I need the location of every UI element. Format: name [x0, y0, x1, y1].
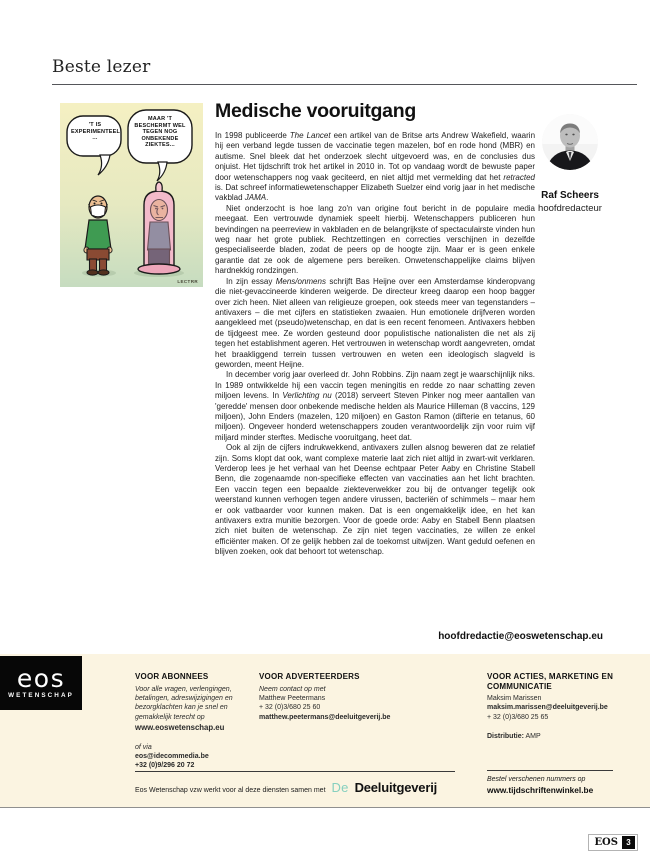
article-paragraph: In 1998 publiceerde The Lancet een artikel van de Britse arts Andrew Wakefield, waarin hij een verband legde tussen de vaccinatie tegen mazelen, bof en rode hond (MBR) en autisme. Snel bleek dat het onderzoek slecht uitgevoerd was, en de conclusies dus onjuist. Het tijdschrift trok het artikel in 2010 in. Tot op vandaag wordt de bewuste paper door wetenschappers nog vaak geciteerd, en niet altijd met vermelding dat het retracted is. Dat schreef informatiewetenschapper Elizabeth Suelzer eind vorig jaar in het medische vakblad JAMA.: [215, 131, 536, 203]
subscribers-intro: Voor alle vragen, verlengingen, betalingen, adreswijzigingen en bezorgklachten kan je snel en gemakkelijk terecht op: [135, 685, 233, 721]
subscribers-heading: VOOR ABONNEES: [135, 672, 209, 681]
subscribers-phone[interactable]: +32 (0)9/296 20 72: [135, 762, 195, 770]
footer-divider-left: [135, 771, 455, 772]
advertisers-heading: VOOR ADVERTEERDERS: [259, 672, 360, 681]
partner-line: [135, 780, 437, 795]
page-number-badge: [588, 834, 638, 851]
order-back-issues: [487, 775, 593, 795]
order-text: Bestel verschenen nummers op: [487, 776, 586, 783]
editor-role: hoofdredacteur: [538, 203, 602, 214]
footer-column-advertisers: [259, 672, 434, 722]
distribution-value: AMP: [525, 733, 541, 741]
subscribers-url-link[interactable]: www.eoswetenschap.eu: [135, 723, 225, 733]
editor-photo: [542, 114, 598, 170]
footer-divider-right: [487, 770, 613, 771]
footer-column-marketing: [487, 672, 627, 742]
eos-logo-word: eos: [16, 664, 66, 693]
partner-text: Eos Wetenschap vzw werkt voor al deze diensten samen met: [135, 787, 326, 794]
article-title: Medische vooruitgang: [215, 100, 416, 122]
deeluitgeverij-logo-name: Deeluitgeverij: [354, 780, 438, 795]
badge-page-number: 3: [622, 836, 635, 849]
advertisers-email-link[interactable]: matthew.peetermans@deeluitgeverij.be: [259, 713, 391, 721]
footer-column-subscribers: [135, 672, 253, 771]
speech-bubble-left: 'T IS EXPERIMENTEEL ...: [71, 122, 121, 142]
article-body: [215, 131, 535, 558]
badge-magazine-label: EOS: [594, 837, 618, 848]
article-paragraph: In zijn essay Mens/onmens schrijft Bas Heijne over een Amsterdamse kinderopvang die niet-gevaccineerde kinderen weigerde. De directeur kreeg daarop een hoop bagger over zich heen. Niet alleen van religieuze groepen, ook steeds meer van tegenstanders – antivaxers – die met cijfers en statistieken zwaaien. Hun emotionele drijfveren worden aangekleed met (pseudo)wetenschap, en dat is een recent fenomeen. Antivaxers hebben de tijdgeest mee. Ze worden gesteund door populistische nationalisten die net als zij tegen het establishment ageren. Het vertrouwen in wetenschap wordt aangevreten, omdat het braakliggend terrein tussen vertrouwen en weten een ideologisch slagveld is geworden, meent Heijne.: [215, 276, 535, 369]
order-url-link[interactable]: www.tijdschriftenwinkel.be: [487, 784, 594, 795]
editor-name: Raf Scheers: [541, 190, 599, 201]
advertisers-intro: Neem contact op met: [259, 685, 326, 693]
editor-column: [518, 114, 622, 214]
subscribers-email-link[interactable]: eos@idecommedia.be: [135, 752, 209, 760]
distribution-label: Distributie:: [487, 733, 524, 741]
advertisers-contact-name: Matthew Peetermans: [259, 694, 326, 702]
eos-logo-subtitle: WETENSCHAP: [8, 692, 74, 699]
distribution-line: [487, 732, 627, 741]
subscribers-or-via: of via: [135, 743, 152, 751]
marketing-heading: VOOR ACTIES, MARKETING EN COMMUNICATIE: [487, 672, 614, 691]
marketing-contact-name: Maksim Marissen: [487, 695, 542, 702]
eos-wetenschap-logo: [0, 656, 82, 710]
marketing-email-link[interactable]: maksim.marissen@deeluitgeverij.be: [487, 704, 608, 712]
speech-bubble-right: MAAR 'T BESCHERMT WEL TEGEN NOG ONBEKENDE ZIEKTES...: [134, 116, 186, 149]
article-paragraph: Ook al zijn de cijfers indrukwekkend, antivaxers zullen alsnog beweren dat ze relatief zijn. Soms klopt dat ook, want complexe materie laat zich niet altijd in zwart-wit verklaren. Verderop lees je het verhaal van het Deense echtpaar Peter Aaby en Christine Stabell Benn, die zogenaamde non-specifieke effecten van vaccinaties aan het licht brachten. Een vaccin tegen een bepaalde ziekteverwekker zou bij de ontvanger tegelijk ook weerstand kunnen verhogen tegen andere virussen, bacteriën of schimmels – maar hem er ook vatbaarder voor kunnen maken. Dat is een ongemakkelijk idee, en het kan antivaxers extra munitie bezorgen. Voor de goede orde: Aaby en Stabell Benn plaatsen zich niet buiten de wetenschap. Ze zijn niet tegen vaccinaties, ze willen ze enkel efficiënter maken. Of ze gelijk hebben zal de toekomst uitwijzen. Want geduld oefenen en blijven zoeken, ook dat behoort tot wetenschap.: [215, 443, 535, 557]
article-paragraph: In december vorig jaar overleed dr. John Robbins. Zijn naam zegt je waarschijnlijk niks. In 1989 ontwikkelde hij een vaccin tegen meningitis en redde zo naar schatting zeven miljoen levens. In Verlichting nu (2018) serveert Steven Pinker nog meer aantallen van 'geredde' mensen door onbekende medische helden als Maurice Hilleman (8 vaccins, 129 miljoen), John Enders (mazelen, 120 miljoen) en Gaston Ramon (difterie en tetanus, 60 miljoen). Ongeveer honderd wetenschappers zouden verantwoordelijk zijn voor ruim vijf miljard minder sterftes. Medische vooruitgang, heet dat.: [215, 370, 535, 442]
advertisers-phone[interactable]: + 32 (0)3/680 25 60: [259, 704, 321, 712]
header-divider: [52, 84, 637, 85]
page-title: Beste lezer: [52, 57, 151, 77]
deeluitgeverij-logo-de: De: [331, 780, 349, 795]
footer-band: [0, 654, 650, 808]
cartoon-illustration: [60, 103, 203, 287]
marketing-phone[interactable]: + 32 (0)3/680 25 65: [487, 713, 549, 721]
editorial-email-link[interactable]: hoofdredactie@eoswetenschap.eu: [438, 631, 603, 642]
article-paragraph: Niet onderzocht is hoe lang zo'n van origine fout bericht in de populaire media meegaat. Een vertrouwde dynamiek speelt hierbij. Wetenschappers publiceren hun bevindingen na peerreview in vakbladen en de belangrijkste of spectaculairste vinden hun weg naar het grote publiek. Rechtzettingen en correcties verschijnen in dezelfde gespecialiseerde bladen, zodat de peers op de hoogte zijn. Maar er is geen enkele garantie dat ze ook de algemene pers bereiken. Onwetenschappelijke claims blijven hardnekkig rondzingen.: [215, 203, 535, 276]
editorial-article: [215, 100, 535, 558]
cartoonist-signature: LECTRR: [177, 279, 198, 284]
